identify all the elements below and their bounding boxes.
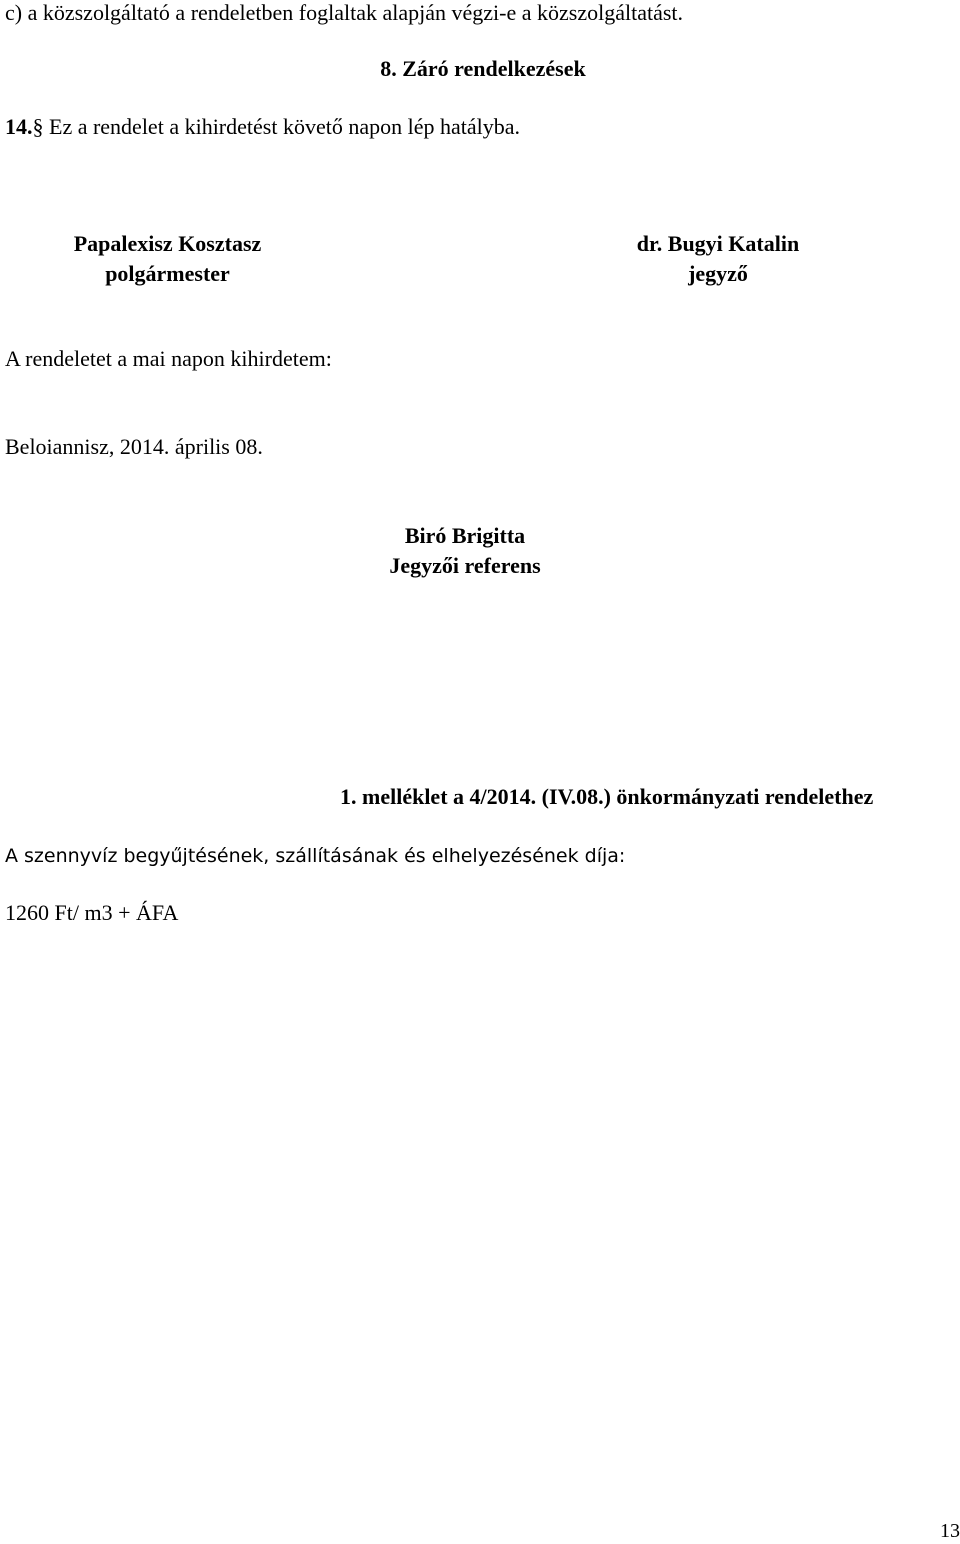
promulgation-text: A rendeletet a mai napon kihirdetem:: [5, 346, 332, 371]
notary-name: dr. Bugyi Katalin: [636, 231, 800, 256]
referent-name: Biró Brigitta: [404, 523, 526, 548]
paragraph-c: c) a közszolgáltató a rendeletben foglaltak alapján végzi-e a közszolgáltatást.: [5, 0, 684, 25]
fee-value: 1260 Ft/ m3 + ÁFA: [5, 900, 179, 925]
fee-title: A szennyvíz begyűjtésének, szállításának és elhelyezésének díja:: [5, 845, 626, 867]
page-number: 13: [940, 1520, 960, 1542]
mayor-title: polgármester: [105, 261, 230, 286]
annex-heading: 1. melléklet a 4/2014. (IV.08.) önkormányzati rendelethez: [340, 784, 874, 809]
referent-title: Jegyzői referens: [389, 553, 541, 578]
paragraph-14: [5, 114, 520, 140]
section-sign: §: [32, 114, 44, 139]
section-text: Ez a rendelet a kihirdetést követő napon lép hatályba.: [43, 114, 520, 139]
signature-referent: [330, 521, 600, 581]
mayor-name: Papalexisz Kosztasz: [73, 231, 262, 256]
section-heading: 8. Záró rendelkezések: [380, 56, 586, 81]
place-date: Beloiannisz, 2014. április 08.: [5, 434, 263, 459]
signature-notary: [580, 229, 856, 289]
notary-title: jegyző: [688, 261, 748, 286]
section-number: 14.: [5, 114, 33, 139]
signature-mayor: [30, 229, 305, 289]
